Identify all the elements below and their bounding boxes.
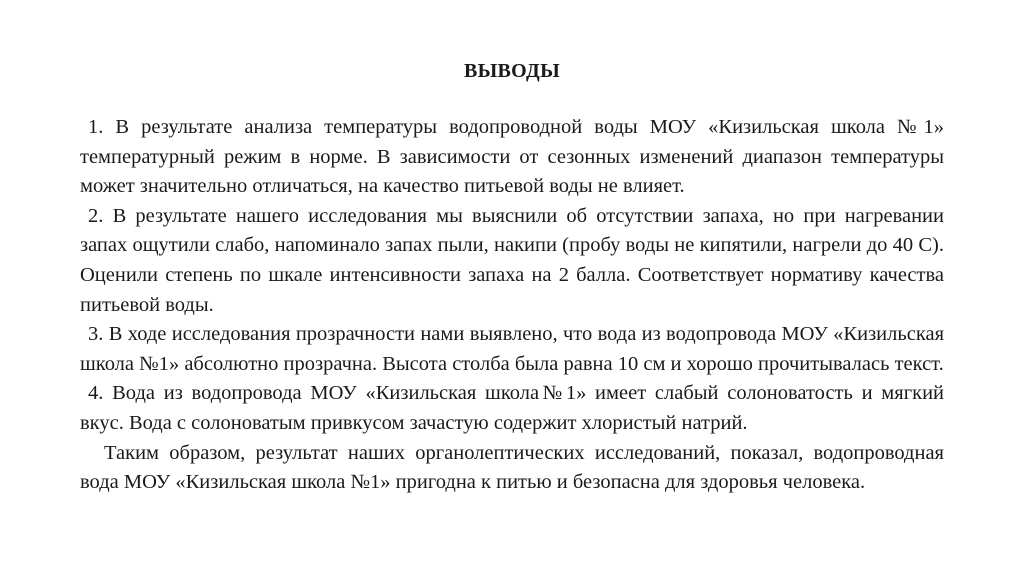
conclusion-item-2 xyxy=(80,202,944,320)
conclusion-item-3 xyxy=(80,320,944,379)
conclusion-item-1 xyxy=(80,113,944,202)
item-number: 3. xyxy=(88,323,104,346)
item-number: 1. xyxy=(88,116,104,138)
item-text: В ходе исследования прозрачности нами выявлено, что вода из водопровода МОУ «Кизильская школа №1» абсолютно прозрачна. Высота столба была равна 10 см и хорошо прочитывалась текст. xyxy=(80,323,944,375)
item-number: 2. xyxy=(88,204,104,227)
conclusion-item-4 xyxy=(80,379,944,438)
summary-paragraph: Таким образом, результат наших органолептических исследований, показал, водопроводная вода МОУ «Кизильская школа №1» пригодна к питью и безопасна для здоровья человека. xyxy=(80,441,944,494)
item-text: В результате нашего исследования мы выяснили об отсутствии запаха, но при нагревании запах ощутили слабо, напоминало запах пыли, накипи (пробу воды не кипятили, нагрели до 40 С). Оценили степень по шкале интенсивности запаха на 2 балла. Соответствует нормативу качества питьевой воды. xyxy=(80,204,944,316)
conclusions-body xyxy=(80,113,944,498)
page-title: ВЫВОДЫ xyxy=(463,60,561,82)
item-text: В результате анализа температуры водопроводной воды МОУ «Кизильская школа №1» температурный режим в норме. В зависимости от сезонных изменений диапазон температуры может значительно отличаться, на качество питьевой воды не влияет. xyxy=(80,116,944,198)
item-text: Вода из водопровода МОУ «Кизильская школа№1» имеет слабый солоноватость и мягкий вкус. Вода с солоноватым привкусом зачастую содержит хлористый натрий. xyxy=(80,382,945,434)
item-number: 4. xyxy=(88,382,104,405)
